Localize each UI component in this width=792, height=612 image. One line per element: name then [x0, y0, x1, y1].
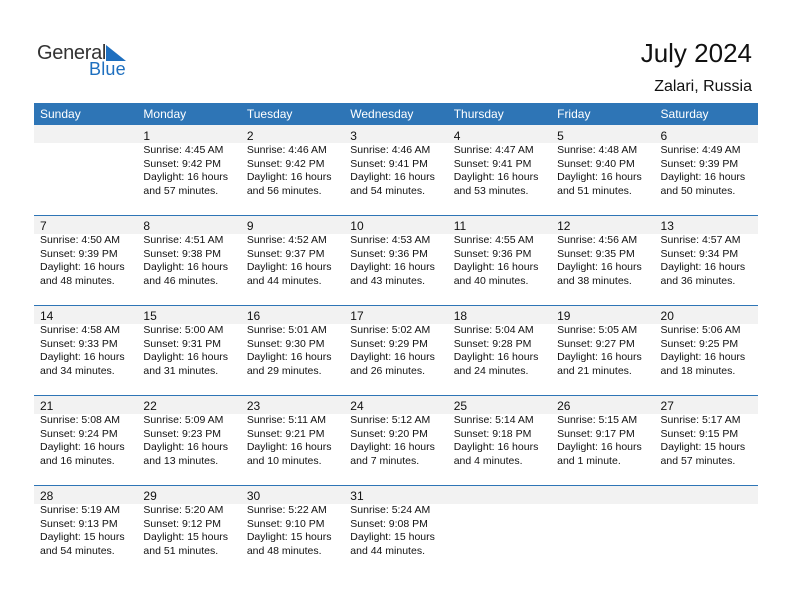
- sun-info: [454, 234, 551, 288]
- sun-info: [40, 414, 137, 468]
- day-cell: [448, 215, 551, 288]
- daylight-minutes: and 56 minutes.: [246, 184, 322, 197]
- daylight-minutes: and 34 minutes.: [40, 364, 115, 377]
- day-cell: [137, 125, 240, 198]
- sunrise-time: Sunrise: 4:48 AM: [557, 144, 638, 156]
- sun-info: [661, 234, 758, 288]
- daylight-minutes: and 26 minutes.: [350, 364, 425, 377]
- daylight-hours: Daylight: 16 hours: [246, 351, 332, 363]
- sun-info: [661, 144, 758, 198]
- sun-info: [557, 324, 654, 378]
- day-number: 10: [350, 219, 364, 233]
- weekday-thursday: Thursday: [453, 107, 504, 121]
- daylight-minutes: and 1 minute.: [557, 454, 621, 467]
- daylight-minutes: and 57 minutes.: [143, 184, 219, 197]
- daylight-hours: Daylight: 16 hours: [143, 171, 229, 183]
- daylight-hours: Daylight: 16 hours: [453, 441, 539, 453]
- daylight-hours: Daylight: 16 hours: [40, 351, 125, 363]
- day-number: 24: [350, 399, 364, 413]
- logo-word-general: General: [37, 42, 107, 64]
- sun-info: [350, 414, 447, 468]
- daylight-hours: Daylight: 16 hours: [40, 261, 125, 273]
- day-number: 13: [660, 219, 674, 233]
- sunrise-time: Sunrise: 4:45 AM: [143, 144, 224, 156]
- sun-info: [350, 324, 447, 378]
- weekday-wednesday: Wednesday: [350, 107, 414, 121]
- day-number: 16: [246, 309, 261, 323]
- day-number: 5: [557, 129, 564, 143]
- brand-logo: [37, 42, 137, 82]
- week-cells: [34, 125, 758, 198]
- day-cell: [241, 395, 344, 468]
- daylight-hours: Daylight: 16 hours: [246, 441, 332, 453]
- day-number: 8: [143, 219, 151, 233]
- sunset-time: Sunset: 9:35 PM: [557, 247, 635, 260]
- sunrise-time: Sunrise: 4:53 AM: [350, 234, 431, 246]
- day-cell: [241, 125, 344, 198]
- week-row: [34, 305, 758, 395]
- sun-info: [247, 504, 344, 558]
- sunrise-time: Sunrise: 4:58 AM: [40, 324, 120, 336]
- sunrise-time: Sunrise: 5:20 AM: [143, 504, 224, 516]
- daylight-hours: Daylight: 16 hours: [453, 351, 539, 363]
- sunset-time: Sunset: 9:38 PM: [143, 247, 222, 260]
- weekday-friday: Friday: [557, 107, 591, 121]
- sunrise-time: Sunrise: 5:22 AM: [246, 504, 327, 516]
- daylight-minutes: and 48 minutes.: [40, 274, 115, 287]
- sunset-time: Sunset: 9:15 PM: [660, 427, 739, 440]
- weekday-sunday: Sunday: [40, 107, 81, 121]
- day-number: 27: [660, 399, 674, 413]
- sunset-time: Sunset: 9:36 PM: [350, 247, 428, 260]
- sunrise-time: Sunrise: 4:49 AM: [660, 144, 741, 156]
- daylight-minutes: and 40 minutes.: [453, 274, 529, 287]
- day-cell: [344, 395, 447, 468]
- sunset-time: Sunset: 9:40 PM: [557, 157, 635, 170]
- sun-info: [247, 144, 344, 198]
- sun-info: [143, 144, 240, 198]
- daylight-minutes: and 57 minutes.: [660, 454, 736, 467]
- day-number: 25: [453, 399, 468, 413]
- week-row: [34, 395, 758, 485]
- empty-day-cell: [448, 485, 551, 558]
- sunrise-time: Sunrise: 5:02 AM: [350, 324, 431, 336]
- day-cell: [137, 485, 240, 558]
- sunrise-time: Sunrise: 5:17 AM: [660, 414, 741, 426]
- daylight-hours: Daylight: 16 hours: [350, 171, 435, 183]
- daylight-hours: Daylight: 16 hours: [350, 351, 435, 363]
- sunset-time: Sunset: 9:33 PM: [40, 337, 118, 350]
- empty-day-cell: [551, 485, 654, 558]
- day-cell: [241, 305, 344, 378]
- sunset-time: Sunset: 9:29 PM: [350, 337, 428, 350]
- sun-info: [557, 414, 654, 468]
- sun-info: [350, 144, 447, 198]
- daylight-minutes: and 18 minutes.: [660, 364, 736, 377]
- day-number: 15: [143, 309, 157, 323]
- day-number: 12: [557, 219, 571, 233]
- sun-info: [247, 414, 344, 468]
- sun-info: [247, 234, 344, 288]
- sunset-time: Sunset: 9:28 PM: [453, 337, 532, 350]
- sunset-time: Sunset: 9:25 PM: [660, 337, 739, 350]
- sunset-time: Sunset: 9:39 PM: [660, 157, 739, 170]
- day-cell: [655, 215, 758, 288]
- daylight-minutes: and 36 minutes.: [660, 274, 736, 287]
- day-number: 14: [40, 309, 54, 323]
- daylight-minutes: and 29 minutes.: [246, 364, 322, 377]
- sunset-time: Sunset: 9:17 PM: [557, 427, 635, 440]
- daylight-hours: Daylight: 16 hours: [350, 441, 435, 453]
- daylight-hours: Daylight: 16 hours: [660, 351, 746, 363]
- daylight-minutes: and 31 minutes.: [143, 364, 219, 377]
- sun-info: [143, 414, 240, 468]
- weekday-saturday: Saturday: [660, 107, 709, 121]
- daylight-minutes: and 7 minutes.: [350, 454, 420, 467]
- day-cell: [344, 125, 447, 198]
- day-number: 7: [40, 219, 47, 233]
- sunset-time: Sunset: 9:13 PM: [40, 517, 118, 530]
- daylight-minutes: and 44 minutes.: [350, 544, 425, 557]
- day-number: 6: [660, 129, 668, 143]
- sun-info: [350, 234, 447, 288]
- day-number: 18: [453, 309, 468, 323]
- daylight-hours: Daylight: 16 hours: [453, 261, 539, 273]
- sun-info: [661, 414, 758, 468]
- sunrise-time: Sunrise: 4:56 AM: [557, 234, 638, 246]
- sunset-time: Sunset: 9:21 PM: [246, 427, 325, 440]
- logo-word-blue: Blue: [89, 59, 126, 79]
- daylight-hours: Daylight: 16 hours: [660, 261, 746, 273]
- sunset-time: Sunset: 9:36 PM: [453, 247, 532, 260]
- calendar-location: Zalari, Russia: [654, 78, 752, 95]
- day-number: 3: [350, 129, 357, 143]
- daylight-minutes: and 54 minutes.: [40, 544, 115, 557]
- sunset-time: Sunset: 9:27 PM: [557, 337, 635, 350]
- daylight-minutes: and 13 minutes.: [143, 454, 219, 467]
- sunset-time: Sunset: 9:20 PM: [350, 427, 428, 440]
- sunrise-time: Sunrise: 5:08 AM: [40, 414, 120, 426]
- daylight-hours: Daylight: 15 hours: [143, 531, 229, 543]
- daylight-minutes: and 4 minutes.: [453, 454, 523, 467]
- daylight-minutes: and 16 minutes.: [40, 454, 115, 467]
- day-cell: [344, 215, 447, 288]
- week-cells: [34, 215, 758, 288]
- daylight-minutes: and 24 minutes.: [453, 364, 529, 377]
- sunset-time: Sunset: 9:18 PM: [453, 427, 532, 440]
- day-cell: [448, 305, 551, 378]
- sunset-time: Sunset: 9:30 PM: [246, 337, 325, 350]
- sun-info: [40, 234, 137, 288]
- sunrise-time: Sunrise: 5:15 AM: [557, 414, 638, 426]
- daylight-hours: Daylight: 15 hours: [350, 531, 435, 543]
- daylight-minutes: and 43 minutes.: [350, 274, 425, 287]
- daylight-hours: Daylight: 16 hours: [350, 261, 435, 273]
- daylight-hours: Daylight: 16 hours: [557, 441, 642, 453]
- day-cell: [137, 215, 240, 288]
- sun-info: [454, 144, 551, 198]
- daylight-minutes: and 51 minutes.: [143, 544, 219, 557]
- sunrise-time: Sunrise: 4:51 AM: [143, 234, 224, 246]
- daylight-hours: Daylight: 15 hours: [246, 531, 332, 543]
- day-number: 23: [246, 399, 261, 413]
- day-cell: [448, 395, 551, 468]
- day-cell: [241, 215, 344, 288]
- daylight-hours: Daylight: 15 hours: [40, 531, 125, 543]
- sunrise-time: Sunrise: 5:06 AM: [660, 324, 741, 336]
- sunrise-time: Sunrise: 5:12 AM: [350, 414, 431, 426]
- week-row: [34, 215, 758, 305]
- week-row: [34, 485, 758, 575]
- empty-day-cell: [34, 125, 137, 198]
- day-cell: [655, 395, 758, 468]
- sunset-time: Sunset: 9:23 PM: [143, 427, 222, 440]
- sunrise-time: Sunrise: 5:11 AM: [246, 414, 327, 426]
- day-cell: [551, 125, 654, 198]
- sun-info: [350, 504, 447, 558]
- daylight-minutes: and 53 minutes.: [453, 184, 529, 197]
- sunrise-time: Sunrise: 5:09 AM: [143, 414, 224, 426]
- daylight-hours: Daylight: 16 hours: [143, 261, 229, 273]
- day-cell: [655, 125, 758, 198]
- weekday-header: [34, 103, 758, 125]
- daylight-hours: Daylight: 16 hours: [453, 171, 539, 183]
- sunset-time: Sunset: 9:31 PM: [143, 337, 222, 350]
- sunrise-time: Sunrise: 5:04 AM: [453, 324, 534, 336]
- sun-info: [40, 324, 137, 378]
- sunrise-time: Sunrise: 4:47 AM: [453, 144, 534, 156]
- day-cell: [241, 485, 344, 558]
- sun-info: [143, 504, 240, 558]
- daylight-hours: Daylight: 16 hours: [40, 441, 125, 453]
- sunrise-time: Sunrise: 4:46 AM: [246, 144, 327, 156]
- sunrise-time: Sunrise: 5:05 AM: [557, 324, 638, 336]
- daylight-hours: Daylight: 15 hours: [660, 441, 746, 453]
- day-cell: [344, 485, 447, 558]
- daylight-hours: Daylight: 16 hours: [246, 171, 332, 183]
- daylight-hours: Daylight: 16 hours: [143, 351, 229, 363]
- day-number: 21: [40, 399, 54, 413]
- sunrise-time: Sunrise: 4:52 AM: [246, 234, 327, 246]
- day-number: 26: [557, 399, 571, 413]
- day-number: 2: [246, 129, 254, 143]
- sunrise-time: Sunrise: 5:01 AM: [246, 324, 327, 336]
- sun-info: [143, 324, 240, 378]
- day-number: 20: [660, 309, 674, 323]
- weekday-monday: Monday: [143, 107, 187, 121]
- day-cell: [137, 305, 240, 378]
- sun-info: [454, 414, 551, 468]
- sunrise-time: Sunrise: 5:00 AM: [143, 324, 224, 336]
- day-number: 9: [246, 219, 254, 233]
- sunrise-time: Sunrise: 4:57 AM: [660, 234, 741, 246]
- daylight-minutes: and 44 minutes.: [246, 274, 322, 287]
- daylight-minutes: and 54 minutes.: [350, 184, 425, 197]
- day-number: 31: [350, 489, 364, 503]
- weekday-tuesday: Tuesday: [246, 107, 293, 121]
- sunset-time: Sunset: 9:24 PM: [40, 427, 118, 440]
- sunset-time: Sunset: 9:08 PM: [350, 517, 428, 530]
- daylight-hours: Daylight: 16 hours: [246, 261, 332, 273]
- sunrise-time: Sunrise: 4:46 AM: [350, 144, 431, 156]
- sun-info: [454, 324, 551, 378]
- daylight-minutes: and 10 minutes.: [246, 454, 322, 467]
- sun-info: [247, 324, 344, 378]
- sunrise-time: Sunrise: 5:14 AM: [453, 414, 534, 426]
- day-cell: [551, 305, 654, 378]
- empty-day-cell: [655, 485, 758, 558]
- daylight-minutes: and 46 minutes.: [143, 274, 219, 287]
- sunset-time: Sunset: 9:42 PM: [246, 157, 325, 170]
- daylight-minutes: and 38 minutes.: [557, 274, 632, 287]
- calendar-weeks: [34, 125, 758, 575]
- sunset-time: Sunset: 9:41 PM: [453, 157, 532, 170]
- sunrise-time: Sunrise: 4:50 AM: [40, 234, 120, 246]
- daylight-minutes: and 21 minutes.: [557, 364, 632, 377]
- sunrise-time: Sunrise: 4:55 AM: [453, 234, 534, 246]
- day-number: 17: [350, 309, 364, 323]
- sunset-time: Sunset: 9:39 PM: [40, 247, 118, 260]
- day-cell: [551, 395, 654, 468]
- day-number: 22: [143, 399, 157, 413]
- sunrise-time: Sunrise: 5:19 AM: [40, 504, 120, 516]
- day-number: 19: [557, 309, 571, 323]
- sun-info: [557, 234, 654, 288]
- week-row: [34, 125, 758, 215]
- day-number: 11: [453, 219, 467, 233]
- daylight-minutes: and 48 minutes.: [246, 544, 322, 557]
- day-number: 30: [246, 489, 261, 503]
- day-number: 29: [143, 489, 157, 503]
- day-cell: [137, 395, 240, 468]
- sun-info: [40, 504, 137, 558]
- day-cell: [34, 485, 137, 558]
- daylight-hours: Daylight: 16 hours: [660, 171, 746, 183]
- daylight-hours: Daylight: 16 hours: [143, 441, 229, 453]
- daylight-hours: Daylight: 16 hours: [557, 351, 642, 363]
- daylight-hours: Daylight: 16 hours: [557, 261, 642, 273]
- sunrise-time: Sunrise: 5:24 AM: [350, 504, 431, 516]
- sunset-time: Sunset: 9:41 PM: [350, 157, 428, 170]
- daylight-minutes: and 51 minutes.: [557, 184, 632, 197]
- daylight-minutes: and 50 minutes.: [660, 184, 736, 197]
- daylight-hours: Daylight: 16 hours: [557, 171, 642, 183]
- day-number: 1: [143, 129, 151, 143]
- sun-info: [143, 234, 240, 288]
- calendar-title: July 2024: [640, 38, 752, 68]
- sunset-time: Sunset: 9:37 PM: [246, 247, 325, 260]
- day-cell: [655, 305, 758, 378]
- sun-info: [557, 144, 654, 198]
- week-cells: [34, 395, 758, 468]
- day-cell: [448, 125, 551, 198]
- day-cell: [34, 215, 137, 288]
- sun-info: [661, 324, 758, 378]
- day-cell: [34, 395, 137, 468]
- day-cell: [34, 305, 137, 378]
- day-number: 4: [453, 129, 461, 143]
- calendar-grid: [34, 103, 758, 575]
- sunset-time: Sunset: 9:34 PM: [660, 247, 739, 260]
- sunset-time: Sunset: 9:10 PM: [246, 517, 325, 530]
- day-cell: [344, 305, 447, 378]
- day-number: 28: [40, 489, 54, 503]
- sunset-time: Sunset: 9:42 PM: [143, 157, 222, 170]
- sunset-time: Sunset: 9:12 PM: [143, 517, 222, 530]
- week-cells: [34, 485, 758, 558]
- day-cell: [551, 215, 654, 288]
- week-cells: [34, 305, 758, 378]
